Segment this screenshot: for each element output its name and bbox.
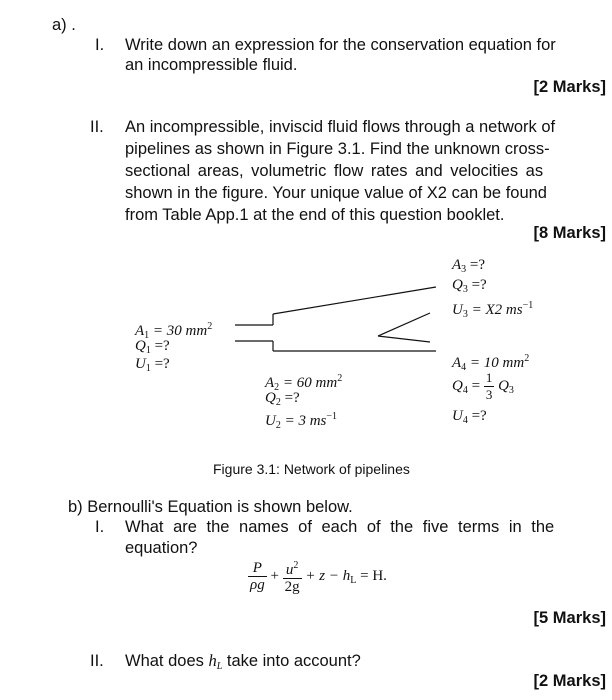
question-a1-numeral: I. xyxy=(95,36,105,54)
question-b2-marks: [2 Marks] xyxy=(533,672,606,690)
question-a2-text xyxy=(125,116,607,226)
question-a1-line1: Write down an expression for the conservation equation for xyxy=(125,36,556,54)
pipe4-area-label: $A_4 = 10$ $mm^2$ xyxy=(452,353,530,373)
question-a2-line: sectional areas, volumetric flow rates and velocities as xyxy=(125,162,544,180)
pipe1-area-label: $A_1 = 30$ $mm^2$ xyxy=(135,321,213,341)
question-a2-line: pipelines as shown in Figure 3.1. Find the unknown cross- xyxy=(125,140,550,158)
question-b1-line2: equation? xyxy=(125,539,198,557)
branch-lower-inner xyxy=(378,336,430,342)
figure-caption: Figure 3.1: Network of pipelines xyxy=(213,461,410,477)
question-a2-line: from Table App.1 at the end of this question booklet. xyxy=(125,206,505,224)
pipe1-flow-label: $Q_1$ =? xyxy=(135,338,170,356)
pipe3-flow-label: $Q_3$ =? xyxy=(452,277,487,295)
question-a2-numeral: II. xyxy=(90,118,104,136)
pipe2-flow-label: $Q_2$ =? xyxy=(265,390,300,408)
pipe4-flow-label: $Q_4$ = $\frac{1}{3}$ $Q_3$ xyxy=(452,370,514,402)
junction-upper-edge xyxy=(273,287,436,314)
question-a1-line2: an incompressible fluid. xyxy=(125,56,298,74)
question-b1-marks: [5 Marks] xyxy=(533,609,606,627)
pipe2-velocity-label: $U_2 = 3$ $ms^{-1}$ xyxy=(265,411,338,431)
question-b1-line1: What are the names of each of the five terms in the xyxy=(125,518,555,536)
pipe2-area-label: $A_2 = 60$ $mm^2$ xyxy=(265,373,343,393)
pipe1-velocity-label: $U_1$ =? xyxy=(135,356,170,374)
question-b1-numeral: I. xyxy=(95,518,105,536)
question-a2-line: shown in the figure. Your unique value of X2 can be found xyxy=(125,184,547,202)
branch-upper-inner xyxy=(378,313,430,336)
question-a2-line: An incompressible, inviscid fluid flows through a network of xyxy=(125,118,556,136)
question-b2-text: What does $h_L$ take into account? xyxy=(125,651,361,672)
pipe3-area-label: $A_3$ =? xyxy=(452,257,486,275)
part-b-label: b) Bernoulli's Equation is shown below. xyxy=(68,498,353,516)
bernoulli-equation: $\frac{P}{\rho g}$ + $\frac{u^2}{2g}$ + $z - h_L = H$. xyxy=(250,560,387,595)
question-a2-marks: [8 Marks] xyxy=(533,224,606,242)
question-b2-numeral: II. xyxy=(90,652,104,670)
pipe4-velocity-label: $U_4$ =? xyxy=(452,408,487,426)
part-a-label: a) . xyxy=(52,16,76,34)
pipe3-velocity-label: $U_3 = X2$ $ms^{-1}$ xyxy=(452,300,534,320)
question-a1-marks: [2 Marks] xyxy=(533,78,606,96)
